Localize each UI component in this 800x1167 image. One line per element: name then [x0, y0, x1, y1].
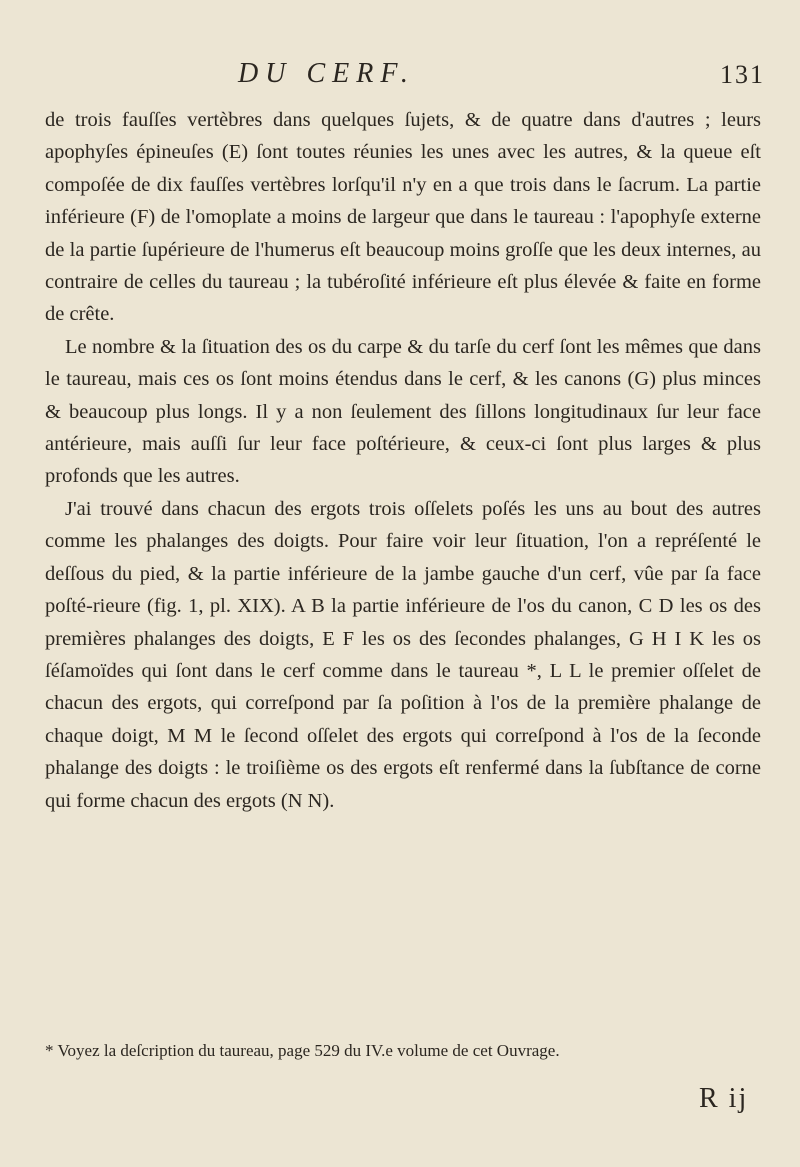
page-header — [0, 58, 800, 98]
signature-mark: R ij — [699, 1083, 749, 1114]
running-title: DU CERF. — [238, 58, 415, 89]
paragraph: J'ai trouvé dans chacun des ergots trois oſſelets poſés les uns au bout des autres comme les phalanges des doigts. Pour faire voir leur ſituation, l'on a repréſenté le deſſous du pied, & la partie inférieure de la jambe gauche d'un cerf, vûe par ſa face poſté-rieure (fig. 1, pl. XIX). A B la partie inférieure de l'os du canon, C D les os des premières phalanges des doigts, E F les os des ſecondes phalanges, G H I K les os ſéſamoïdes qui ſont dans le cerf comme dans le taureau *, L L le premier oſſelet de chacun des ergots, qui correſpond par ſa poſition à l'os de la première phalange de chaque doigt, M M le ſecond oſſelet des ergots qui correſpond à l'os de la ſeconde phalange des doigts : le troiſième os des ergots eſt renfermé dans la ſubſtance de corne qui forme chacun des ergots (N N). — [45, 497, 761, 812]
paragraph: Le nombre & la ſituation des os du carpe & du tarſe du cerf ſont les mêmes que dans le taureau, mais ces os ſont moins étendus dans le cerf, & les canons (G) plus minces & beaucoup plus longs. Il y a non ſeulement des ſillons longitudinaux ſur leur face antérieure, mais auſſi ſur leur face poſtérieure, & ceux-ci ſont plus larges & plus profonds que les autres. — [45, 335, 761, 488]
paragraph-continuation: de trois fauſſes vertèbres dans quelques ſujets, & de quatre dans d'autres ; leurs apophyſes épineuſes (E) ſont toutes réunies les unes avec les autres, & la queue eſt compoſée de dix fauſſes vertèbres lorſqu'il n'y en a que trois dans le ſacrum. La partie inférieure (F) de l'omoplate a moins de largeur que dans le taureau : l'apophyſe externe de la partie ſupérieure de l'humerus eſt beaucoup moins groſſe que les deux internes, au contraire de celles du taureau ; la tubéroſité inférieure eſt plus élevée & faite en forme de crête. — [45, 109, 761, 326]
body-text — [45, 104, 761, 817]
page-number: 131 — [720, 60, 765, 89]
footnote: * Voyez la deſcription du taureau, page 529 du IV.e volume de cet Ouvrage. — [45, 1041, 560, 1060]
